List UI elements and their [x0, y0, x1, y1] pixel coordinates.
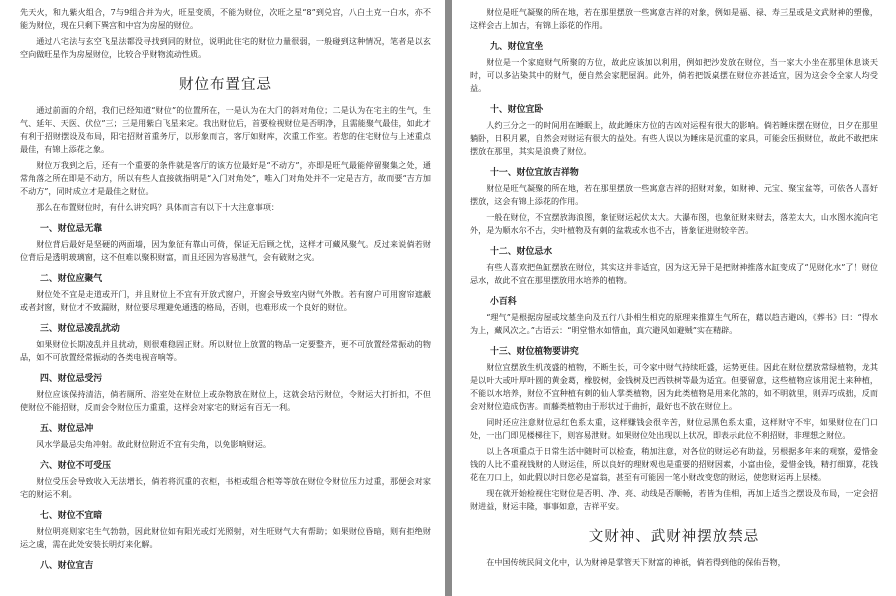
section-heading: 十、财位宜卧	[490, 105, 544, 115]
paragraph: 财位是旺气凝聚的所在地，若在那里摆放一些寓意吉祥的对象，例如是福、禄、寿三星或是文武财神的塑像，这样会古上加古，有锦上添花的作用。	[470, 7, 878, 30]
chapter-title: 文财神、武财神摆放禁忌	[588, 529, 760, 545]
paragraph: 在中国传统民间文化中，认为财神是掌管天下财富的神祇，倘若得到他的保佑吾物，	[486, 557, 786, 567]
paragraph: 财位明亮则家宅生气勃勃，因此财位如有阳光或灯光照射，对生旺财气大有帮助；如果财位昏暗，则有拒绝财运之虞，需在此处安装长明灯来化解。	[20, 526, 431, 549]
section-heading: 五、财位忌冲	[40, 424, 94, 434]
paragraph: 人约三分之一的时间用在睡眠上，故此睡床方位的吉凶对运程有很大的影响。倘若睡床摆在财位，日夕在那里躺卧，日积月累，自然会对财运有很大的益处。有些人误以为睡床是沉重的家具，可能会压损财位，故此不敢把床摆放在那里，其实是浪费了财位。	[470, 120, 878, 156]
left-page	[0, 0, 445, 596]
section-heading: 二、财位应聚气	[40, 274, 103, 284]
paragraph: 同时还应注意财位忌红色系太重，这样赚钱会很辛苦，财位忌黑色系太重，这样财守不牢，如果财位在门口处，一出门即见楼梯往下，则容易泄财。如果财位处出现以上状况，即表示此位不利招财，非理想之财位。	[470, 417, 878, 440]
section-heading: 六、财位不可受压	[40, 461, 111, 471]
right-page-content	[452, 0, 896, 569]
paragraph: 财位万我到之后，还有一个重要的条件就是客厅的该方位最好是“不动方”，亦即是旺气最能停留聚集之处，通常角落之所在即是不动方，所以有些人直接就指明是“入门对角处”，唯入门对角处并不一定是吉方，故而要“吉方加不动方”，同时成立才是最佳之财位。	[20, 160, 431, 196]
section-heading: 四、财位忌受污	[40, 374, 103, 384]
left-page-content	[0, 0, 445, 571]
paragraph: 有些人喜欢把鱼缸摆放在财位，其实这并非适宜，因为这无异于是把财神推落水缸变成了“见财化水”了！财位忌水，故此不宜在那里摆放用水培养的植物。	[470, 262, 878, 285]
sidebar-heading: 小百科	[490, 297, 517, 307]
paragraph: 先天火，和九紫火组合，7与9组合并为火，旺星变质，不能为财位，次旺之星“8”到兑宫，八白土克一白水，亦不能为财位，现在只剩下巽宫和中宫为房屋的财位。	[20, 7, 431, 30]
paragraph: 通过前面的介绍，我们已经知道“财位”的位置所在，一是认为在大门的斜对角位；二是认为在宅主的生气，生气、延年、天医、伏位”三；三是用紫白飞星来定。我出财位后，首要检视财位是否明净，且需能聚气最佳，如此才有利于招财摆设及布局，阳宅招财首重务厅，以形象而言，客厅如财库，次重工作室。若您的住宅财位与上述重点最佳，有锦上添花之象。	[20, 105, 431, 154]
section-heading: 十二、财位忌水	[490, 247, 553, 257]
paragraph: 现在就开始检视住宅财位是否明、净、亮、动线是否顺畅，若皆为佳相，再加上适当之摆设及布局，一定会招财进益，财运丰隆，事事如意，吉祥平安。	[470, 488, 878, 511]
paragraph: 风水学最忌尖角冲射。故此财位附近不宜有尖角，以免影响财运。	[36, 439, 271, 449]
page-divider	[445, 0, 452, 596]
section-heading: 七、财位不宜暗	[40, 511, 103, 521]
paragraph: 财位处不宜是走道或开门，并且财位上不宜有开放式窗户，开窗会导致室内财气外散。若有窗户可用窗帘遮蔽或者封窗，财位才不致漏财，财位要尽理避免通透的格局，否则，也难形成一个良好的财位。	[20, 289, 431, 312]
section-heading: 十一、财位宜放吉祥物	[490, 168, 579, 178]
section-heading: 八、财位宜吉	[40, 561, 94, 571]
section-heading: 九、财位宜坐	[490, 42, 544, 52]
section-heading: 一、财位忌无靠	[40, 224, 103, 234]
paragraph: 财位是旺气凝聚的所在地，若在那里摆放一些寓意吉祥的招财对象，如财神、元宝、聚宝盆等，可依各人喜好摆放，这会有锦上添花的作用。	[470, 183, 878, 206]
right-page	[452, 0, 896, 596]
paragraph: “理气”是根据房屋或坟墓坐向及五行八卦相生相克的原理来推算生气所在，藉以趋吉避凶，《葬书》曰：“得水为上，藏风次之。”古语云：“明堂惜水如惜血，真穴避风如避贼”实在精辟。	[470, 312, 878, 335]
paragraph: 财位受压会导致收入无法增长，倘若将沉重的衣柜，书柜或组合柜等等放在财位令财位压力过重，那便会对家宅的财运不利。	[20, 476, 431, 499]
paragraph: 财位应该保持清洁，倘若厕所、浴室处在财位上或杂物放在财位上，这就会玷污财位，令财运大打折扣，不但使财位不能招财，反而会令财位压力重重，这样会对家宅的财运有百无一利。	[20, 389, 431, 412]
paragraph: 一般在财位，不宜摆放海浪图，象征财运起伏太大。大瀑布图，也象征财来财去，落差太大，山水图水流向宅外，是为顺水尔不古，尖叶植物及有刺的盆栽或水也不古，皆象征进财较辛苦。	[470, 212, 878, 235]
paragraph: 那么在布置财位时，有什么讲究吗？具体而言有以下十大注意事项：	[36, 202, 280, 212]
paragraph: 财位背后最好是坚硬的两面墙，因为象征有靠山可倚，保证无后顾之忧，这样才可藏风聚气。反过来说倘若财位背后是透明玻璃窗，这不但难以聚积财富，而且还因为容易泄气，会有破财之灾。	[20, 239, 431, 262]
paragraph: 以上各项重点于日常生活中随时可以检查，稍加注意，对各位的财运必有助益，另根据多年来的观察，爱惜金钱的人比不重视钱财的人财运佳，所以良好的理财观也是重要的招财因素，小富由俭，爱惜金钱，精打细算，花钱花在刀口上，如此假以时日您必是富翁，甚至有可能因一笔小财改变您的财运，使您财运再上层楼。	[470, 446, 878, 482]
section-heading: 十三、财位植物要讲究	[490, 347, 579, 357]
section-heading: 三、财位忌凌乱扰动	[40, 324, 120, 334]
paragraph: 如果财位长期凌乱并且扰动，则很难稳固正财。所以财位上放置的物品一定要整齐，更不可放置经常振动的物品，如不可放置经常振动的各类电视音响等。	[20, 339, 431, 362]
paragraph: 财位是一个家庭财气所聚的方位，故此应该加以利用，例如把沙发放在财位，当一家大小坐在那里休息谈天时，可以多沾染其中的财气，便自然会家肥屋润。此外，倘若把饭桌摆在财位亦甚适宜，因为这会令全家人均受益。	[470, 57, 878, 93]
chapter-title: 财位布置宜忌	[179, 77, 272, 93]
paragraph: 通过八宅法与玄空飞星法都没寻找到同的财位，说明此住宅的财位力量很弱，一般碰到这种情况，笔者是以玄空向做旺星作为房屋财位，比较合乎财物流动性质。	[20, 36, 431, 59]
paragraph: 财位宜摆放生机茂盛的植物，不断生长，可令家中财气持续旺盛，运势更佳。因此在财位摆放常绿植物，龙其是以叶大或叶厚叶圆的黄金葛，橡胶树，金钱树及巴西铁树等最为适宜。但要留意，这些植物应该用泥土来种植，不能以水培养，财位不宜种植有刺的仙人掌类植物，因为此类植物是用来化煞的，如不明就里，则弄巧成拙，反而会对财位造成伤害。而藤类植物由于形状过于曲折，最好也不放在财位上。	[470, 362, 878, 411]
